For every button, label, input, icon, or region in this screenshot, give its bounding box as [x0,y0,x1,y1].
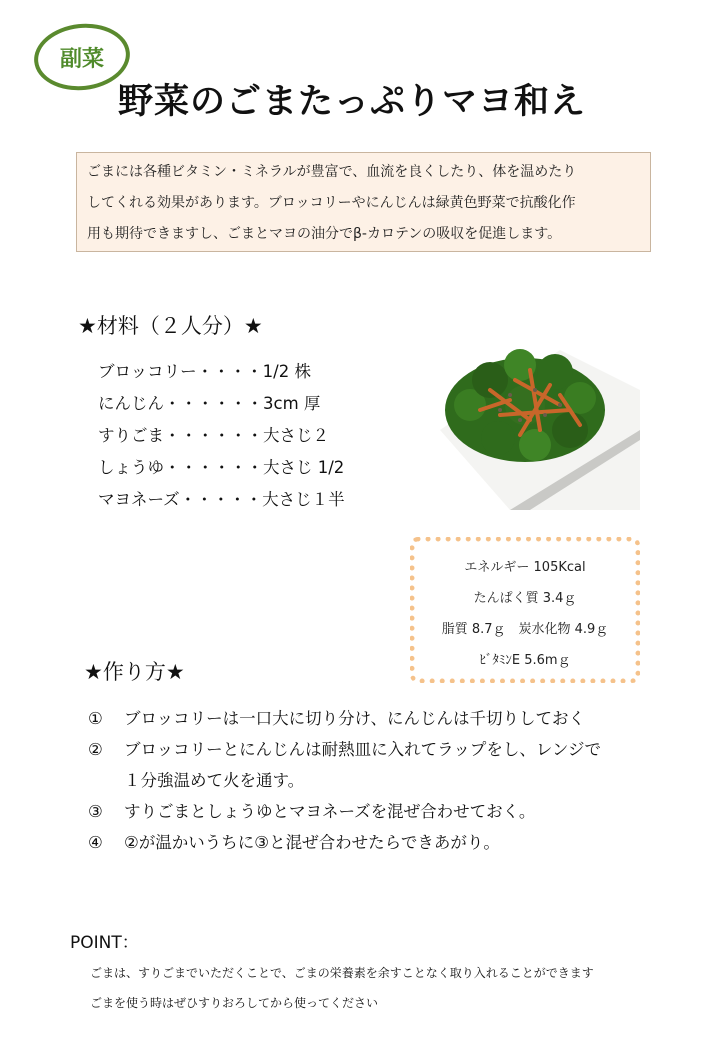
ingredients-list [98,356,408,516]
method-step [88,734,688,765]
ingredient-item: しょうゆ・・・・・・大さじ 1/2 [98,458,345,477]
ingredient-item: にんじん・・・・・・3cm 厚 [98,394,321,413]
ingredient-item: すりごま・・・・・・大さじ２ [98,426,329,445]
method-heading: ★作り方★ [84,660,185,684]
category-badge-label: 副菜 [59,46,105,72]
intro-box [76,152,651,252]
step-number: ③ [88,802,103,821]
intro-line: してくれる効果があります。ブロッコリーやにんじんは緑黄色野菜で抗酸化作 [87,195,576,211]
method-step [88,703,688,734]
step-number: ② [88,740,103,759]
nutrition-protein: たんぱく質 3.4ｇ [473,591,577,606]
point-line: ごまを使う時はぜひすりおろしてから使ってください [90,996,379,1010]
step-text: すりごまとしょうゆとマヨネーズを混ぜ合わせておく。 [124,802,536,821]
nutrition-vitamin-e: ﾋﾞﾀﾐﾝE 5.6mｇ [479,653,571,668]
point-list [90,958,710,1018]
method-step-continued [88,765,688,796]
intro-line: 用も期待できますし、ごまとマヨの油分でβ-カロテンの吸収を促進します。 [87,226,562,242]
intro-line: ごまには各種ビタミン・ミネラルが豊富で、血流を良くしたり、体を温めたり [87,164,577,180]
step-number: ① [88,709,103,728]
nutrition-energy: エネルギー 105Kcal [464,560,586,575]
method-step [88,796,688,827]
method-steps [88,703,688,858]
nutrition-box [410,537,640,683]
ingredient-item: マヨネーズ・・・・・大さじ１半 [98,490,345,509]
step-number: ④ [88,833,103,852]
ingredients-heading: ★材料（２人分）★ [78,314,263,338]
dish-photo [420,310,640,510]
step-text: ブロッコリーは一口大に切り分け、にんじんは千切りしておく [124,709,586,728]
point-heading: POINT： [70,933,139,953]
step-text: ②が温かいうちに③と混ぜ合わせたらできあがり。 [124,833,500,852]
method-step [88,827,688,858]
nutrition-fat-carbs: 脂質 8.7ｇ 炭水化物 4.9ｇ [441,622,609,637]
step-text: ブロッコリーとにんじんは耐熱皿に入れてラップをし、レンジで [124,740,602,759]
point-line: ごまは、すりごまでいただくことで、ごまの栄養素を余すことなく取り入れることができます [90,966,594,980]
recipe-title: 野菜のごまたっぷりマヨ和え [118,82,587,122]
step-text: １分強温めて火を通す。 [124,771,305,790]
ingredient-item: ブロッコリー・・・・1/2 株 [98,362,311,381]
